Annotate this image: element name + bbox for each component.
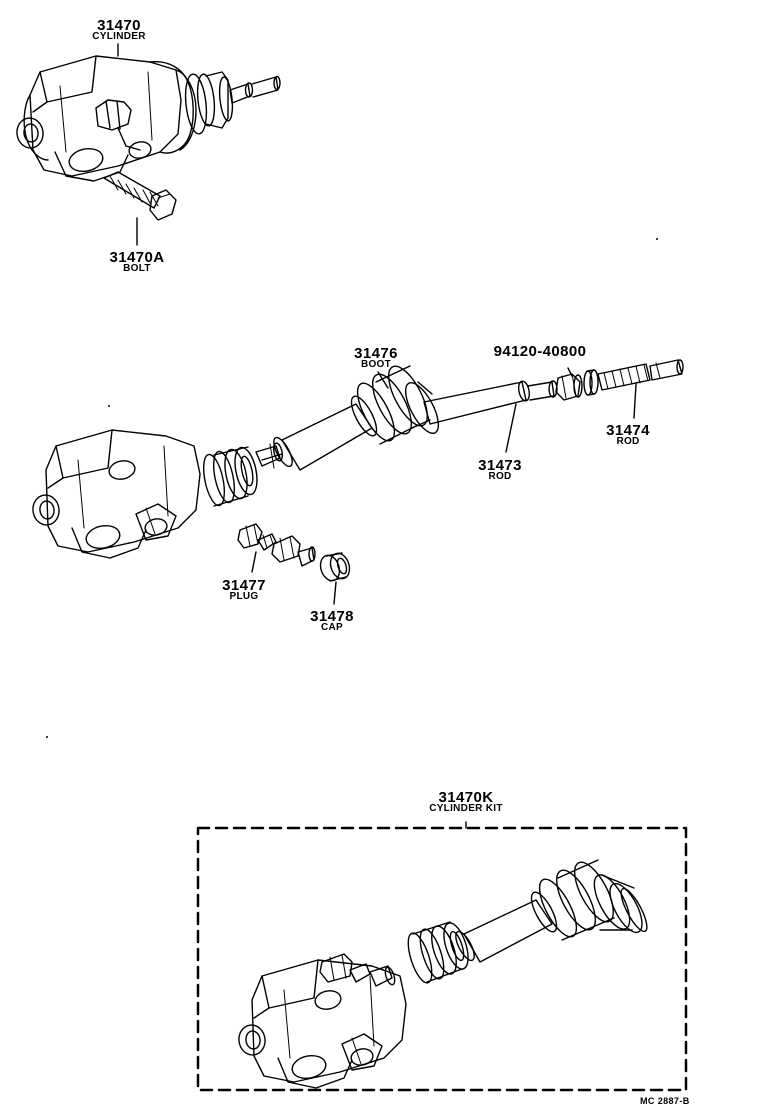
callout-number: 94120-40800 xyxy=(493,343,587,360)
part-31478-cap xyxy=(317,551,352,583)
callout-31477 xyxy=(196,578,292,602)
callout-description: BOLT xyxy=(123,263,151,275)
part-31470A-bolt xyxy=(104,172,176,220)
assembly-top-cylinder xyxy=(15,56,280,181)
callout-31473 xyxy=(452,458,548,482)
assembly-kit-contents xyxy=(237,857,651,1088)
callout-31474 xyxy=(580,423,676,447)
callout-31470K xyxy=(370,790,562,814)
callout-31476 xyxy=(326,346,426,370)
callout-description: ROD xyxy=(488,471,512,483)
leader-31478 xyxy=(334,582,336,604)
callout-31478 xyxy=(284,609,380,633)
callout-description: CYLINDER KIT xyxy=(429,803,503,815)
callout-31470A xyxy=(82,250,192,274)
callout-description: CAP xyxy=(320,622,343,634)
callout-number: 31470K xyxy=(438,789,494,806)
callout-number: 31470 xyxy=(97,17,141,34)
callout-number: 31474 xyxy=(606,422,650,439)
drawing-code: MC 2887-B xyxy=(640,1096,690,1106)
leader-31477 xyxy=(252,552,256,572)
callout-description: PLUG xyxy=(229,591,259,603)
callout-number: 31470A xyxy=(109,249,165,266)
callout-94120-40800 xyxy=(460,344,620,358)
callout-number: 31476 xyxy=(354,345,398,362)
callout-description: ROD xyxy=(616,436,640,448)
callout-description: CYLINDER xyxy=(92,31,146,43)
assembly-middle-exploded xyxy=(31,360,683,558)
callout-number: 31473 xyxy=(478,457,522,474)
print-speck xyxy=(46,736,48,738)
print-speck xyxy=(656,238,658,240)
leader-31473 xyxy=(506,404,516,452)
print-speck xyxy=(108,405,110,407)
callout-number: 31478 xyxy=(310,608,354,625)
callout-31470 xyxy=(64,18,174,42)
callout-number: 31477 xyxy=(222,577,266,594)
callout-description: BOOT xyxy=(360,359,392,371)
part-31477-plug xyxy=(238,524,315,566)
leader-31474 xyxy=(634,384,636,418)
